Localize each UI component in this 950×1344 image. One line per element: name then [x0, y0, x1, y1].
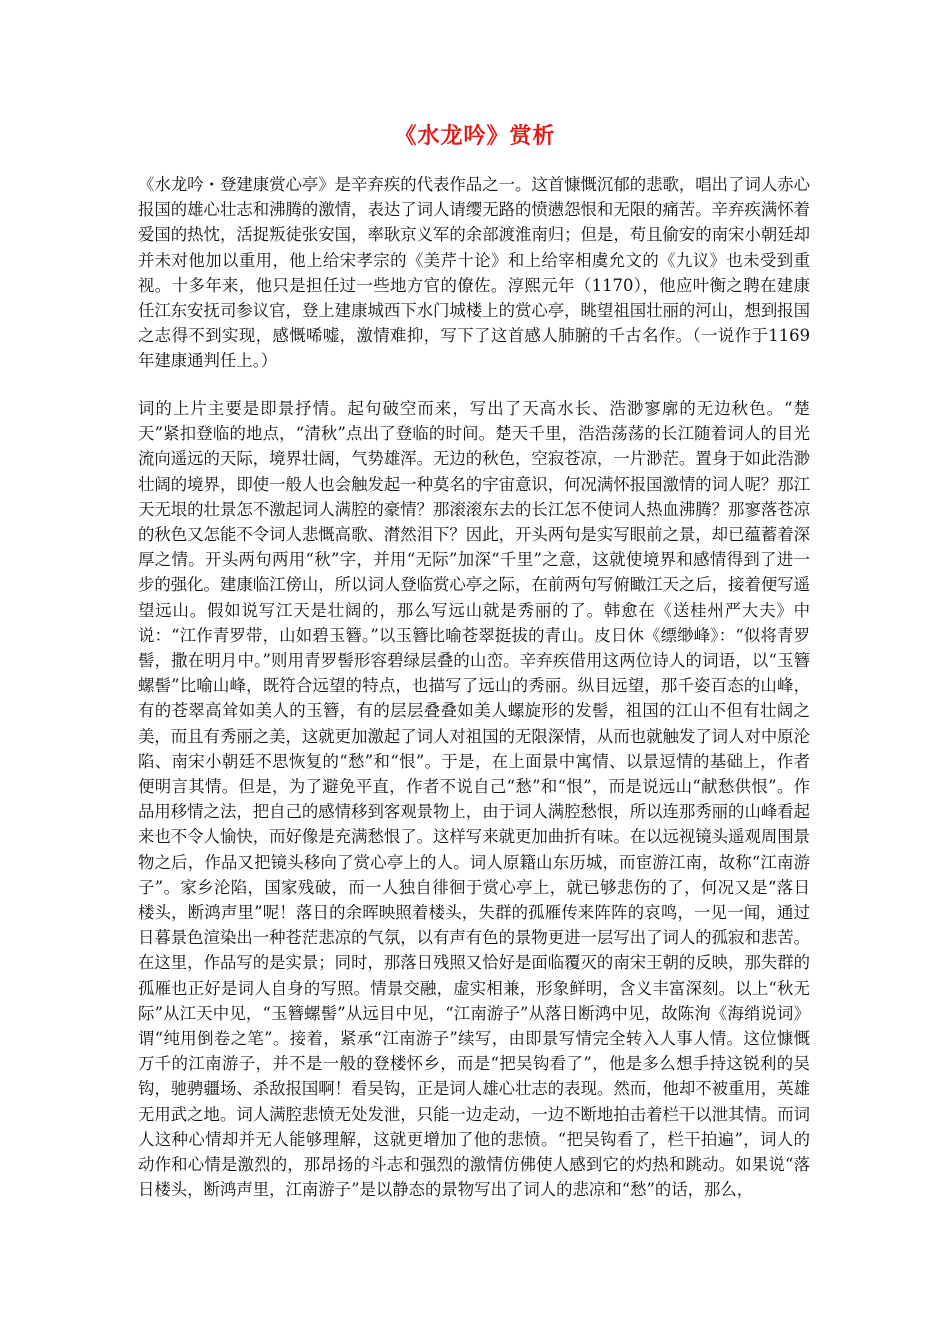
paragraph-intro: 《水龙吟・登建康赏心亭》是辛弃疾的代表作品之一。这首慷慨沉郁的悲歌，唱出了词人赤心报国的雄心壮志和沸腾的激情，表达了词人请缨无路的愤懑怨恨和无限的痛苦。辛弃疾满怀着爱国的热忱，活捉叛徒张安国，率耿京义军的余部渡淮南归；但是，苟且偷安的南宋小朝廷却并未对他加以重用，他上给宋孝宗的《美芹十论》和上给宰相虞允文的《九议》也未受到重视。十多年来，他只是担任过一些地方官的僚佐。淳熙元年（1170），他应叶衡之聘在建康任江东安抚司参议官，登上建康城西下水门城楼上的赏心亭，眺望祖国壮丽的河山，想到报国之志得不到实现，感慨唏嘘，激情难抑，写下了这首感人肺腑的千古名作。（一说作于1169年建康通判任上。） — [138, 175, 811, 371]
document-title: 《水龙吟》赏析 — [394, 124, 556, 149]
paragraph-analysis: 词的上片主要是即景抒情。起句破空而来，写出了天高水长、浩渺寥廓的无边秋色。“楚天”紧扣登临的地点，“清秋”点出了登临的时间。楚天千里，浩浩荡荡的长江随着词人的目光流向遥远的天际，境界壮阔，气势雄浑。无边的秋色，空寂苍凉，一片渺茫。置身于如此浩渺壮阔的境界，即使一般人也会触发起一种莫名的宇宙意识，何况满怀报国激情的词人呢？那江天无垠的壮景怎不激起词人满腔的豪情？那滚滚东去的长江怎不使词人热血沸腾？那寥落苍凉的秋色又怎能不令词人悲慨高歌、潸然泪下？因此，开头两句是实写眼前之景，却已蕴蓄着深厚之情。开头两句两用“秋”字，并用“无际”加深“千里”之意，这就使境界和感情得到了进一步的强化。建康临江傍山，所以词人登临赏心亭之际，在前两句写俯瞰江天之后，接着便写遥望远山。假如说写江天是壮阔的，那么写远山就是秀丽的了。韩愈在《送桂州严大夫》中说：“江作青罗带，山如碧玉簪。”以玉簪比喻苍翠挺拔的青山。皮日休《缥缈峰》：“似将青罗髻，撒在明月中。”则用青罗髻形容碧绿层叠的山峦。辛弃疾借用这两位诗人的词语，以“玉簪螺髻”比喻山峰，既符合远望的特点，也描写了远山的秀丽。纵目远望，那千姿百态的山峰，有的苍翠高耸如美人的玉簪，有的层层叠叠如美人螺旋形的发髻，祖国的江山不但有壮阔之美，而且有秀丽之美，这就更加激起了词人对祖国的无限深情，从而也就触发了词人对中原沦陷、南宋小朝廷不思恢复的“愁”和“恨”。于是，在上面景中寓情、以景逗情的基础上，作者便明言其情。但是，为了避免平直，作者不说自己“愁”和“恨”，而是说远山“献愁供恨”。作品用移情之法，把自己的感情移到客观景物上，由于词人满腔愁恨，所以连那秀丽的山峰看起来也不令人愉快，而好像是充满愁恨了。这样写来就更加曲折有味。在以远视镜头遥观周围景物之后，作品又把镜头移向了赏心亭上的人。词人原籍山东历城，而宦游江南，故称“江南游子”。家乡沦陷，国家残破，而一人独自徘徊于赏心亭上，就已够悲伤的了，何况又是“落日楼头，断鸿声里”呢！落日的余晖映照着楼头，失群的孤雁传来阵阵的哀鸣，一见一闻，通过日暮景色渲染出一种苍茫悲凉的气氛，以有声有色的景物更进一层写出了词人的孤寂和悲苦。在这里，作品写的是实景；同时，那落日残照又恰好是面临覆灭的南宋王朝的反映，那失群的孤雁也正好是词人自身的写照。情景交融，虚实相兼，形象鲜明，含义丰富深刻。以上“秋无际”从江天中见，“玉簪螺髻”从远目中见，“江南游子”从落日断鸿中见，故陈洵《海绡说词》谓“纯用倒卷之笔”。接着，紧承“江南游子”续写，由即景写情完全转入人事人情。这位慷慨万千的江南游子，并不是一般的登楼怀乡，而是“把吴钩看了”，他是多么想手持这锐利的吴钩，驰骋疆场、杀敌报国啊！看吴钩，正是词人雄心壮志的表现。然而，他却不被重用，英雄无用武之地。词人满腔悲愤无处发泄，只能一边走动，一边不断地拍击着栏干以泄其情。而词人这种心情却并无人能够理解，这就更增加了他的悲愤。“把吴钩看了，栏干拍遍”，词人的动作和心情是激烈的，那昂扬的斗志和强烈的激情仿佛使人感到它的灼热和跳动。如果说“落日楼头，断鸿声里，江南游子”是以静态的景物写出了词人的悲凉和“愁”的话，那么， — [138, 399, 811, 1200]
